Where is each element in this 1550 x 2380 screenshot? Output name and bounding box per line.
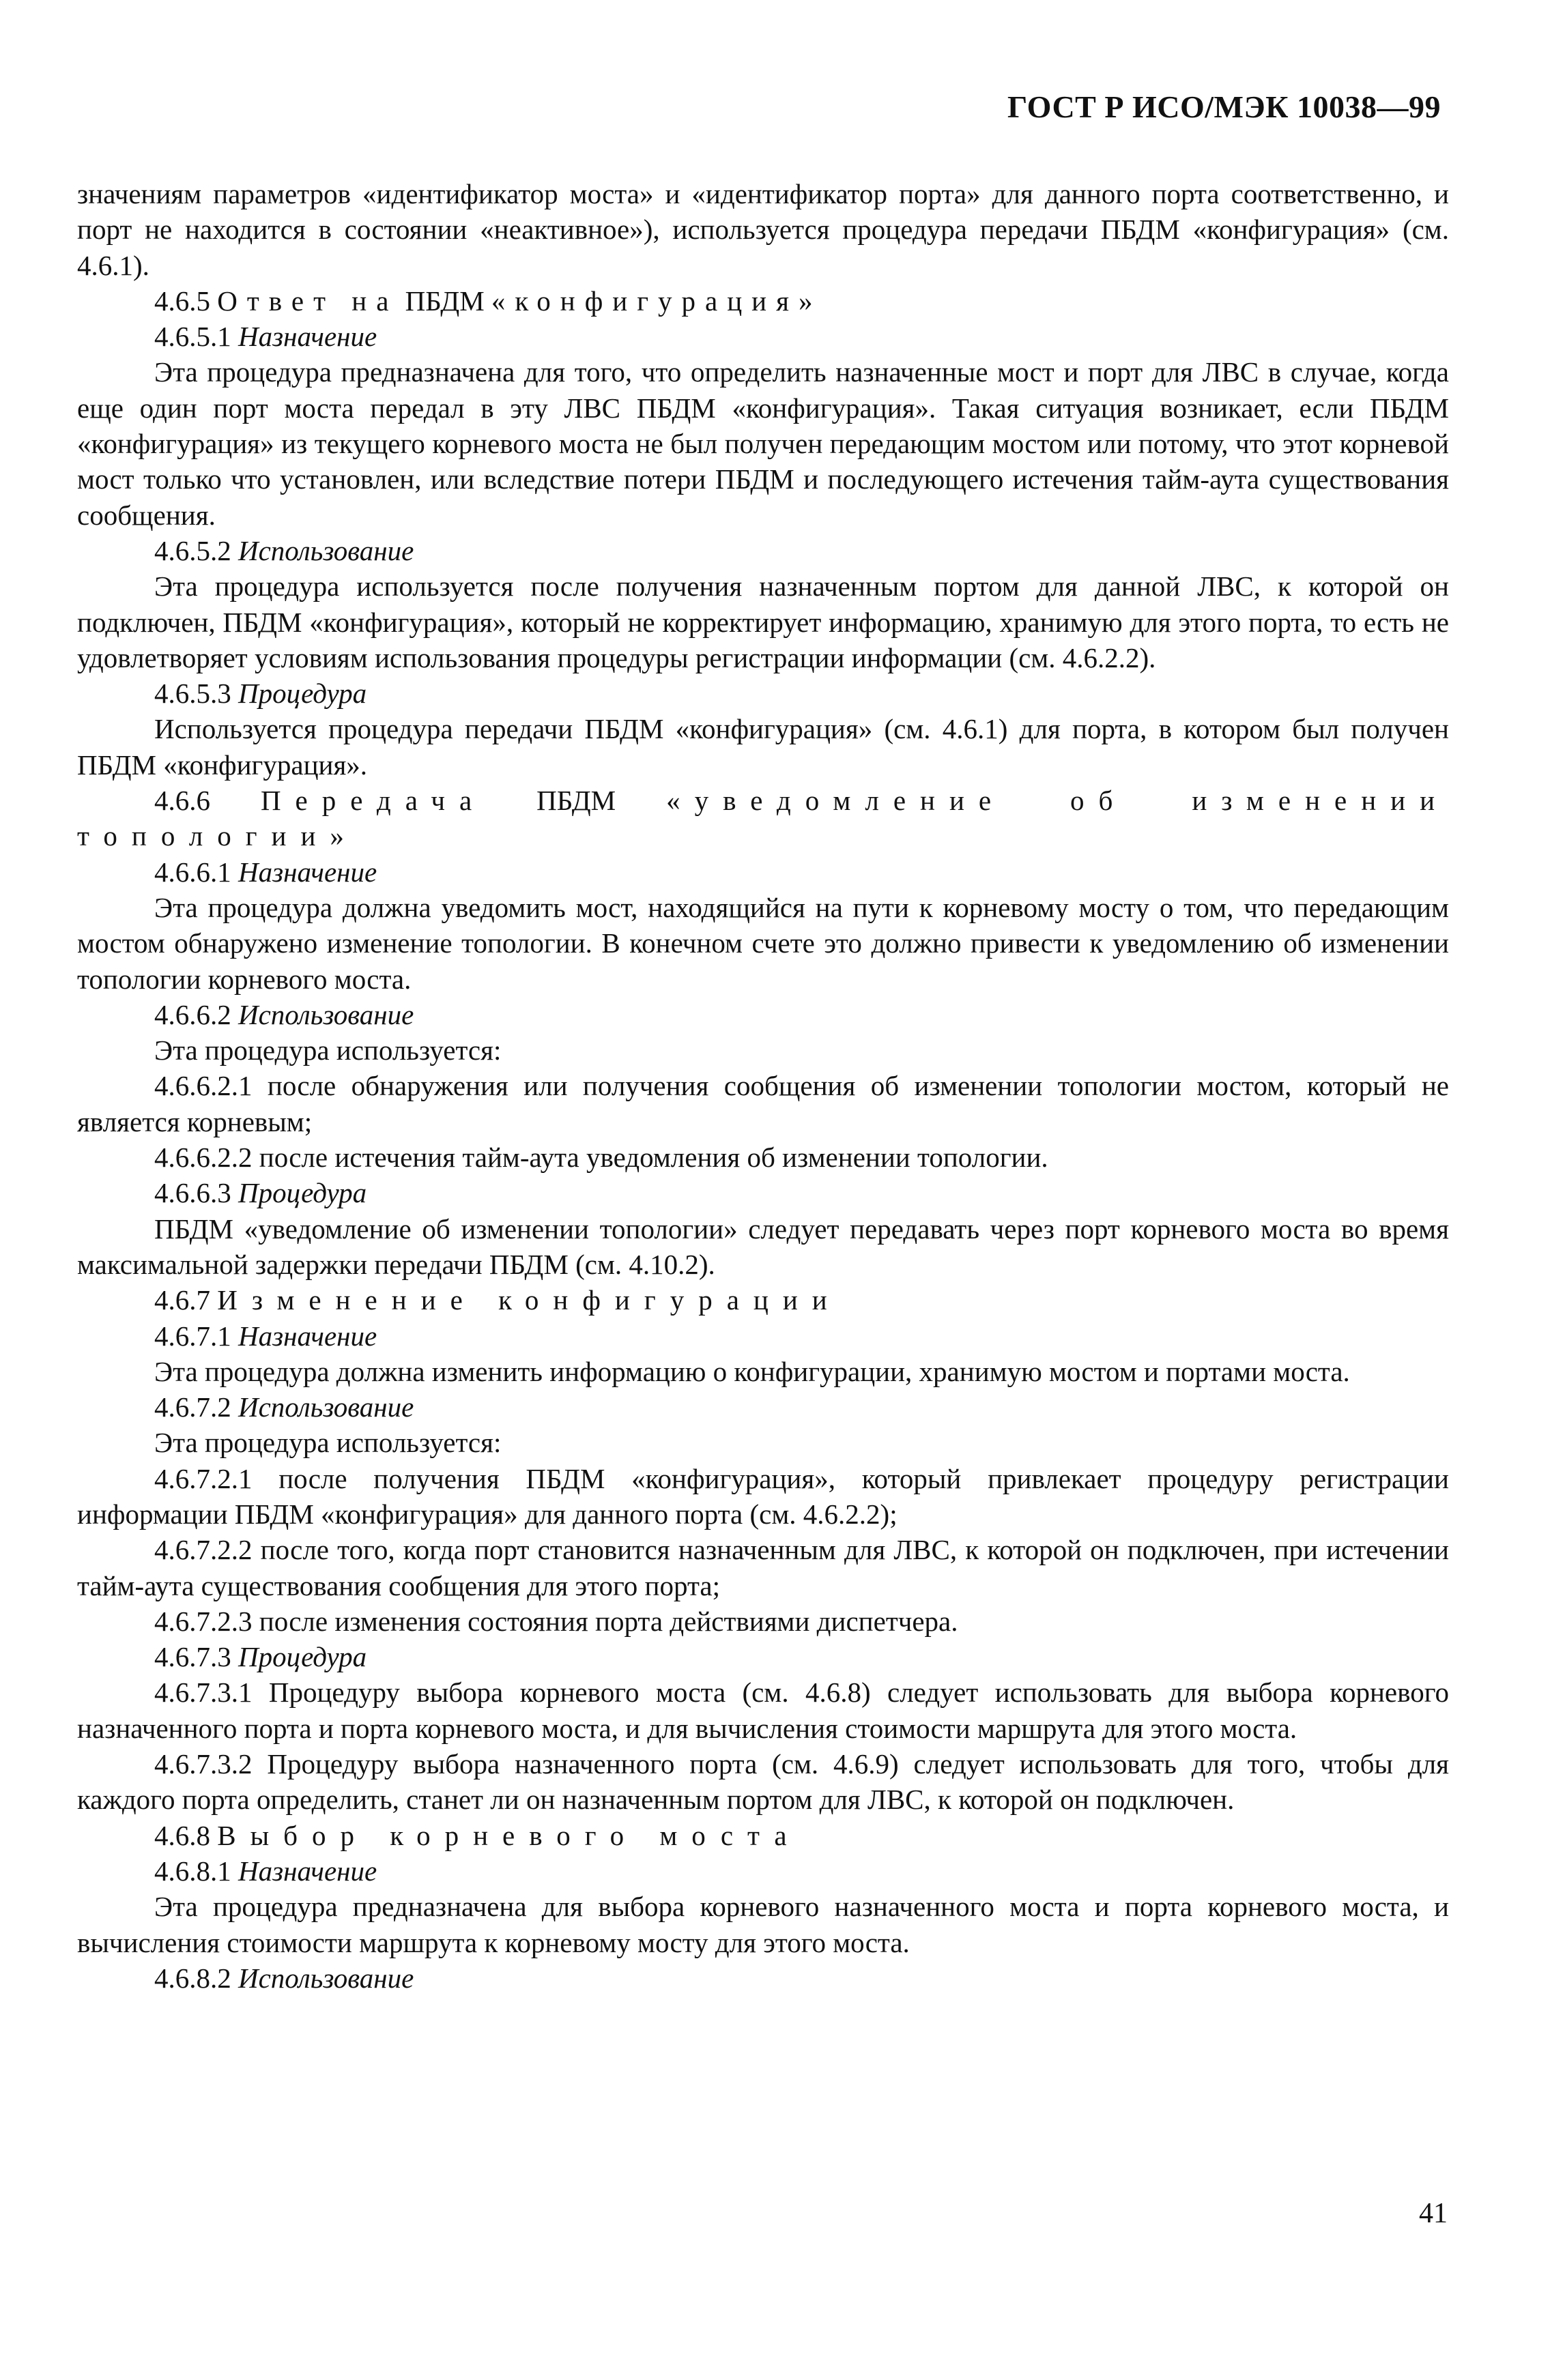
subsection-number: 4.6.6.3: [154, 1177, 231, 1209]
paragraph: 4.6.7.2.3 после изменения состояния порта действиями диспетчера.: [154, 1605, 958, 1637]
paragraph: Эта процедура должна уведомить мост, находящийся на пути к корневому мосту о том, что передающим мостом обнаружено изменение топологии. В конечном счете это должно привести к уведомлению об изменении топологии корневого моста.: [77, 891, 1449, 995]
paragraph: Эта процедура предназначена для того, что определить назначенные мост и порт для ЛВС в случае, когда еще один порт моста передал в эту ЛВС ПБДМ «конфигурация». Такая ситуация возникает, если ПБДМ «конфигурация» из текущего корневого моста не был получен передающим мостом или потому, что этот корневой мост только что установлен, или вследствие потери ПБДМ и последующего истечения тайм-аута существования сообщения.: [77, 356, 1449, 531]
paragraph: 4.6.6.2.2 после истечения тайм-аута уведомления об изменении топологии.: [154, 1142, 1048, 1174]
subsection-number: 4.6.8.1: [154, 1855, 231, 1887]
subsection-title: Использование: [238, 1391, 414, 1423]
subsection-number: 4.6.7.3: [154, 1641, 231, 1673]
paragraph: Эта процедура используется после получения назначенным портом для данной ЛВС, к которой он подключен, ПБДМ «конфигурация», который не корректирует информацию, хранимую для этого порта, то есть не удовлетворяет условиям использования процедуры регистрации информации (см. 4.6.2.2).: [77, 570, 1449, 673]
section-title: Ответ на: [217, 285, 399, 317]
subsection-heading: [77, 533, 1449, 568]
subsection-heading: [77, 1389, 1449, 1425]
subsection-title: Назначение: [238, 321, 377, 353]
section-title: Изменение конфигурации: [217, 1284, 842, 1316]
paragraph: Эта процедура используется:: [154, 1427, 502, 1459]
paragraph: Эта процедура используется:: [154, 1034, 502, 1066]
section-number: 4.6.8: [154, 1819, 210, 1851]
subsection-number: 4.6.5.1: [154, 321, 231, 353]
paragraph: 4.6.7.3.1 Процедуру выбора корневого моста (см. 4.6.8) следует использовать для выбора корневого назначенного порта и порта корневого моста, и для вычисления стоимости маршрута для этого моста.: [77, 1677, 1449, 1744]
paragraph: 4.6.6.2.1 после обнаружения или получения сообщения об изменении топологии мостом, который не является корневым;: [77, 1070, 1449, 1137]
section-heading: [77, 1282, 1449, 1318]
paragraph: Эта процедура должна изменить информацию о конфигурации, хранимую мостом и портами моста.: [154, 1355, 1350, 1387]
subsection-heading: [77, 1639, 1449, 1674]
paragraph: Эта процедура предназначена для выбора корневого назначенного моста и порта корневого моста, и вычисления стоимости маршрута к корневому мосту для этого моста.: [77, 1891, 1449, 1958]
paragraph: значениям параметров «идентификатор моста» и «идентификатор порта» для данного порта соответственно, и порт не находится в состоянии «неактивное»), используется процедура передачи ПБДМ «конфигурация» (см. 4.6.1).: [77, 178, 1449, 281]
paragraph: 4.6.7.2.2 после того, когда порт становится назначенным для ЛВС, к которой он подключен, при истечении тайм-аута существования сообщения для этого порта;: [77, 1534, 1449, 1601]
paragraph: 4.6.7.3.2 Процедуру выбора назначенного порта (см. 4.6.9) следует использовать для того, чтобы для каждого порта определить, станет ли он назначенным портом для ЛВС, к которой он подключен.: [77, 1748, 1449, 1816]
document-body: [77, 176, 1449, 1996]
subsection-heading: [77, 1960, 1449, 1996]
subsection-heading: [77, 1318, 1449, 1354]
section-heading: [77, 1818, 1449, 1853]
subsection-title: Процедура: [238, 1641, 367, 1673]
subsection-heading: [77, 676, 1449, 711]
subsection-number: 4.6.7.2: [154, 1391, 231, 1423]
section-title-part: ПБДМ: [536, 785, 616, 817]
document-header: ГОСТ Р ИСО/МЭК 10038—99: [1007, 89, 1441, 124]
subsection-number: 4.6.7.1: [154, 1320, 231, 1352]
section-heading: [77, 283, 1449, 319]
subsection-title: Назначение: [238, 856, 377, 888]
section-title: Выбор корневого моста: [217, 1819, 801, 1851]
section-number: 4.6.6: [154, 785, 210, 817]
section-title-part: «конфигурация»: [491, 285, 822, 317]
subsection-number: 4.6.5.3: [154, 678, 231, 710]
subsection-title: Использование: [238, 1962, 414, 1994]
subsection-title: Использование: [238, 998, 414, 1030]
subsection-title: Процедура: [238, 1177, 367, 1209]
section-title: Передача: [260, 785, 487, 817]
subsection-number: 4.6.6.2: [154, 998, 231, 1030]
subsection-heading: [77, 1175, 1449, 1210]
subsection-heading: [77, 1853, 1449, 1889]
subsection-title: Использование: [238, 534, 414, 566]
subsection-heading: [77, 319, 1449, 354]
section-title-part: ПБДМ: [405, 285, 485, 317]
subsection-heading: [77, 997, 1449, 1032]
section-number: 4.6.5: [154, 285, 210, 317]
subsection-number: 4.6.6.1: [154, 856, 231, 888]
paragraph: 4.6.7.2.1 после получения ПБДМ «конфигурация», который привлекает процедуру регистрации информации ПБДМ «конфигурация» для данного порта (см. 4.6.2.2);: [77, 1462, 1449, 1530]
section-number: 4.6.7: [154, 1284, 210, 1316]
subsection-title: Процедура: [238, 678, 367, 710]
subsection-title: Назначение: [238, 1320, 377, 1352]
page-number: 41: [1419, 2198, 1448, 2229]
paragraph: ПБДМ «уведомление об изменении топологии» следует передавать через порт корневого моста во время максимальной задержки передачи ПБДМ (см. 4.10.2).: [77, 1213, 1449, 1280]
subsection-number: 4.6.8.2: [154, 1962, 231, 1994]
paragraph: Используется процедура передачи ПБДМ «конфигурация» (см. 4.6.1) для порта, в котором был получен ПБДМ «конфигурация».: [77, 713, 1449, 781]
subsection-heading: [77, 854, 1449, 890]
subsection-title: Назначение: [238, 1855, 377, 1887]
subsection-number: 4.6.5.2: [154, 534, 231, 566]
section-heading: [77, 783, 1449, 854]
section-title-part: «уведомление об изменении топологии»: [77, 785, 1450, 852]
